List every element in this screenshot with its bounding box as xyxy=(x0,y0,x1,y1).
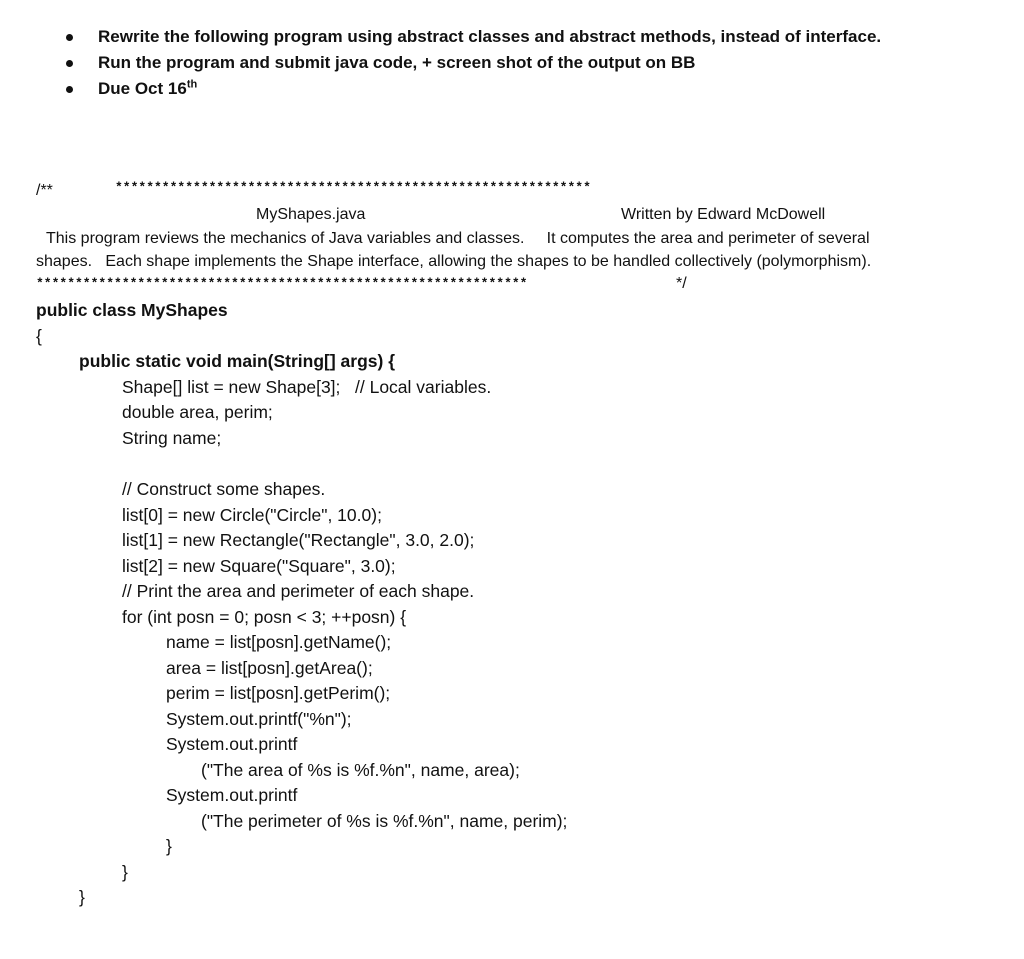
due-date-suffix: th xyxy=(186,78,198,91)
instruction-text: Run the program and submit java code, + screen shot of the output on BB xyxy=(98,53,696,72)
code-line: String name; xyxy=(122,428,222,448)
code-line: name = list[posn].getName(); xyxy=(166,632,392,652)
code-line: list[2] = new Square("Square", 3.0); xyxy=(122,556,396,576)
main-declaration: public static void main(String[] args) { xyxy=(79,351,396,371)
code-line: perim = list[posn].getPerim(); xyxy=(166,683,391,703)
bullet-icon xyxy=(66,34,73,41)
code-line: // Construct some shapes. xyxy=(122,479,326,499)
code-line: System.out.printf("%n"); xyxy=(166,709,352,729)
closing-brace: } xyxy=(79,887,85,907)
comment-star-line-top: ************************************************************* xyxy=(115,180,591,195)
bullet-icon xyxy=(66,60,73,67)
code-line: list[1] = new Rectangle("Rectangle", 3.0, 2.0); xyxy=(122,530,475,550)
comment-open: /** xyxy=(36,182,53,199)
code-line: double area, perim; xyxy=(122,402,273,422)
comment-author: Written by Edward McDowell xyxy=(621,206,826,223)
bullet-icon xyxy=(66,86,73,93)
code-line: for (int posn = 0; posn < 3; ++posn) { xyxy=(122,607,407,627)
open-brace: { xyxy=(36,326,42,346)
comment-desc-line: This program reviews the mechanics of Java variables and classes. It computes the area and perimeter of several xyxy=(46,230,870,247)
instruction-text: Rewrite the following program using abstract classes and abstract methods, instead of interface. xyxy=(98,27,882,46)
instruction-text xyxy=(98,79,197,99)
comment-close: */ xyxy=(676,275,687,292)
closing-brace: } xyxy=(166,836,172,856)
code-line: System.out.printf xyxy=(166,785,298,805)
comment-desc-line: shapes. Each shape implements the Shape interface, allowing the shapes to be handled collectively (polymorphism). xyxy=(36,253,872,270)
code-line: area = list[posn].getArea(); xyxy=(166,658,373,678)
code-line: list[0] = new Circle("Circle", 10.0); xyxy=(122,505,382,525)
comment-star-line-bottom: *************************************************************** xyxy=(36,276,528,291)
code-line: System.out.printf xyxy=(166,734,298,754)
class-declaration: public class MyShapes xyxy=(36,300,228,320)
code-line: ("The area of %s is %f.%n", name, area); xyxy=(201,760,520,780)
closing-brace: } xyxy=(122,862,128,882)
code-line: Shape[] list = new Shape[3]; // Local variables. xyxy=(122,377,492,397)
code-line: ("The perimeter of %s is %f.%n", name, perim); xyxy=(201,811,568,831)
code-line: // Print the area and perimeter of each shape. xyxy=(122,581,475,601)
due-date-text: Due Oct 16 xyxy=(98,79,187,98)
comment-filename: MyShapes.java xyxy=(256,206,366,223)
